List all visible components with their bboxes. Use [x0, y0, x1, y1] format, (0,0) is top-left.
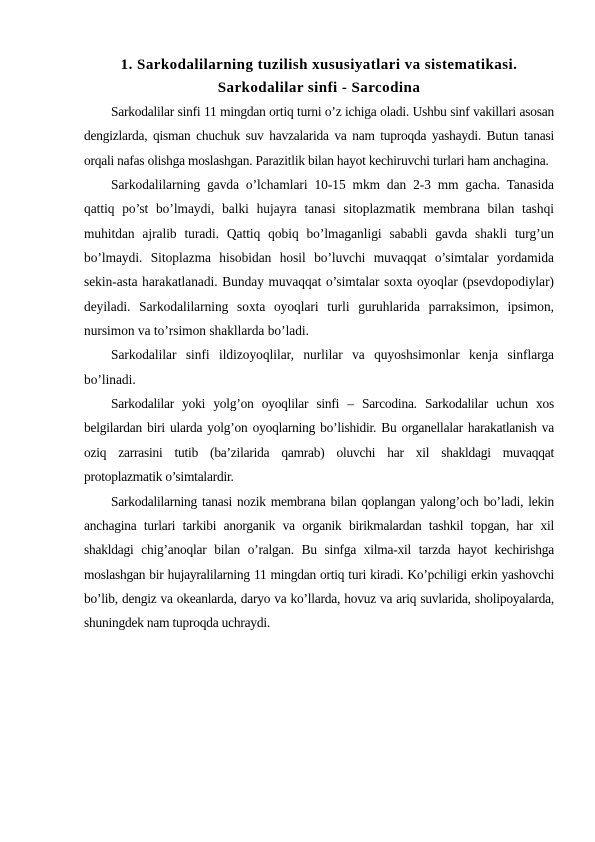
paragraph-4: Sarkodalilar yoki yolg’on oyoqlilar sinfi – Sarcodina. Sarkodalilar uchun xos belgilardan biri ularda yolg’on oyoqlarning bo’lishidir. Bu organellalar harakatlanish va oziq zarrasini tutib (ba’zilarida qamrab) oluvchi har xil shakldagi muvaqqat protoplazmatik o’simtalardir. — [84, 396, 554, 485]
paragraph-3: Sarkodalilar sinfi ildizoyoqlilar, nurlilar va quyoshsimonlar kenja sinflarga bo’linadi. — [84, 347, 554, 387]
class-subheading: Sarkodalilar sinfi - Sarcodina — [217, 80, 421, 96]
paragraph-1: Sarkodalilar sinfi 11 mingdan ortiq turni o’z ichiga oladi. Ushbu sinf vakillari asosan dengizlarda, qisman chuchuk suv havzalarida va nam tuproqda yashaydi. Butun tanasi orqali nafas olishga moslashgan. Parazitlik bilan hayot kechiruvchi turlari ham anchagina. — [84, 104, 554, 168]
paragraph-5: Sarkodalilarning tanasi nozik membrana bilan qoplangan yalong’och bo’ladi, lekin anchagina turlari tarkibi anorganik va organik birikmalardan tashkil topgan, har xil shakldagi chig’anoqlar bilan o’ralgan. Bu sinfga xilma-xil tarzda hayot kechirishga moslashgan bir hujayralilarning 11 mingdan ortiq turi kiradi. Ko’pchiligi erkin yashovchi bo’lib, dengiz va okeanlarda, daryo va ko’llarda, hovuz va ariq suvlarida, sholipoyalarda, shuningdek nam tuproqda uchraydi. — [84, 493, 554, 631]
paragraph-2: Sarkodalilarning gavda o’lchamlari 10-15 mkm dan 2-3 mm gacha. Tanasida qattiq po’st bo’lmaydi, balki hujayra tanasi sitoplazmatik membrana bilan tashqi muhitdan ajralib turadi. Qattiq qobiq bo’lmaganligi sababli gavda shakli turg’un bo’lmaydi. Sitoplazma hisobidan hosil bo’luvchi muvaqqat o’simtalar yordamida sekin-asta harakatlanadi. Bunday muvaqqat o’simtalar soxta oyoqlar (psevdopodiylar) deyiladi. Sarkodalilarning soxta oyoqlari turli guruhlarida parraksimon, ipsimon, nursimon va to’rsimon shakllarda bo’ladi. — [84, 177, 554, 339]
section-heading: 1. Sarkodalilarning tuzilish xususiyatlari va sistematikasi. — [120, 57, 518, 73]
document-page — [84, 54, 554, 636]
